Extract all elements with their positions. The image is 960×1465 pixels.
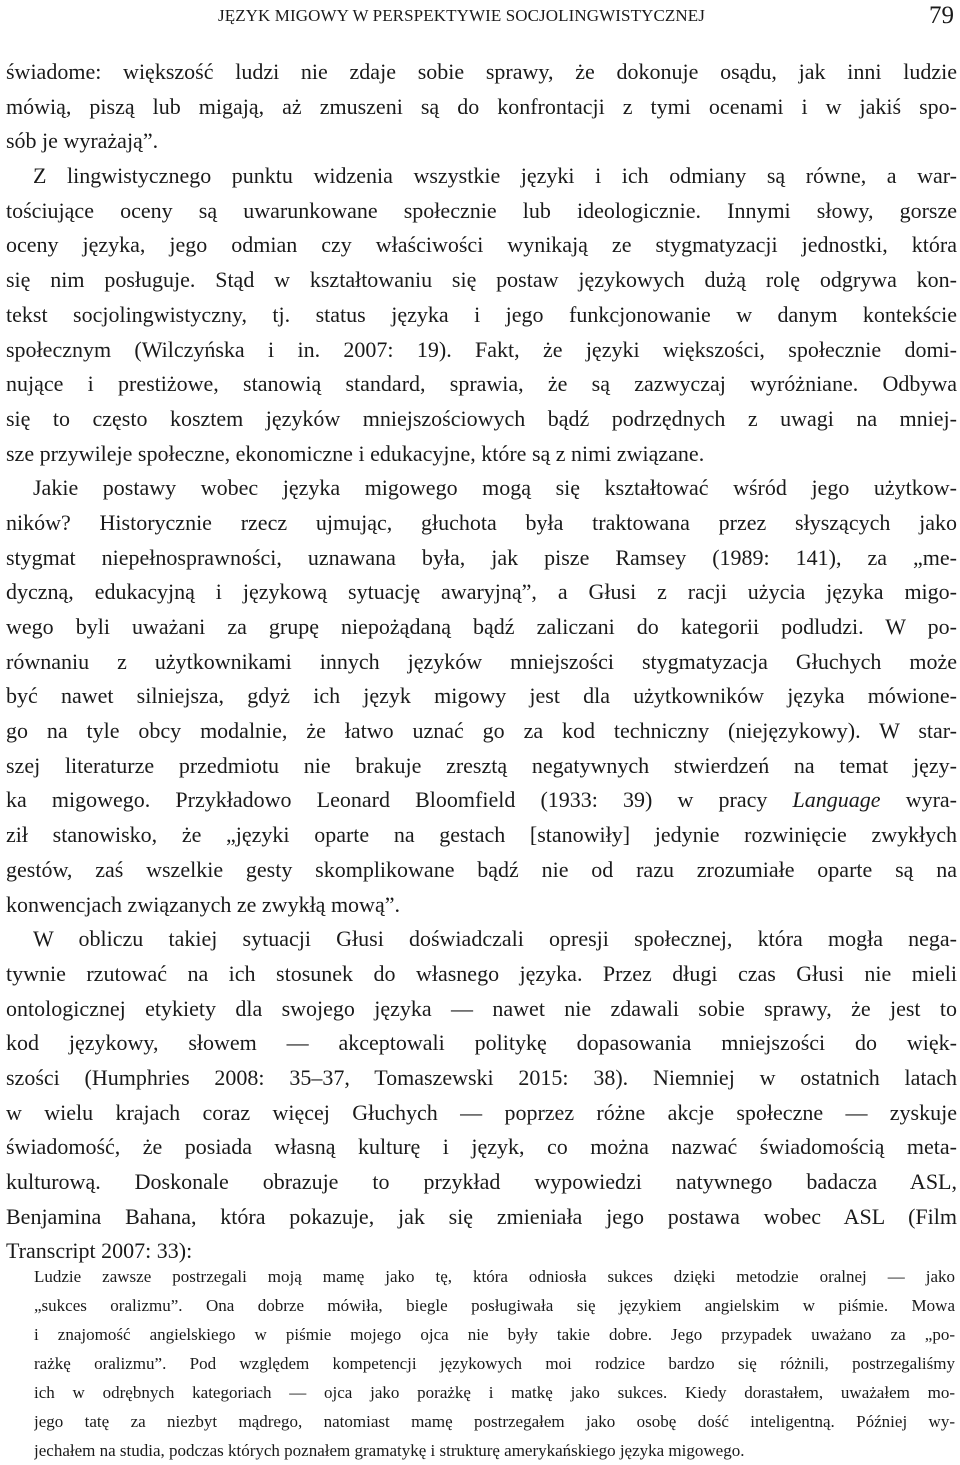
- text-line: szej literaturze przedmiotu nie brakuje zresztą negatywnych stwierdzeń na temat języ-: [6, 752, 957, 778]
- text-line: w wielu krajach coraz więcej Głuchych — poprzez różne akcje społeczne — zyskuje: [6, 1099, 957, 1125]
- text-line: gestów, zaś wszelkie gesty skomplikowane bądź nie od razu zrozumiałe oparte są na: [6, 856, 957, 882]
- body-text: [6, 55, 957, 1269]
- text-line: kulturową. Doskonale obrazuje to przykład wypowiedzi natywnego badacza ASL,: [6, 1169, 957, 1194]
- block-quote: [34, 1262, 955, 1465]
- quote-line: ich w odrębnych kategoriach — ojca jako porażkę i matkę jako sukces. Kiedy dorastałem, uważałem mo-: [34, 1383, 955, 1402]
- text-segment: wyra-: [880, 787, 957, 813]
- text-line: się nim posługuje. Stąd w kształtowaniu się postaw językowych dużą rolę odgrywa kon-: [6, 267, 957, 293]
- running-title: JĘZYK MIGOWY W PERSPEKTYWIE SOCJOLINGWISTYCZNEJ: [218, 6, 705, 25]
- text-line: stygmat niepełnosprawności, uznawana była, jak pisze Ramsey (1989: 141), za „me-: [6, 544, 957, 570]
- text-line: nujące i prestiżowe, stanowią standard, sprawia, że są zazwyczaj wyróżniane. Odbywa: [6, 371, 957, 397]
- text-line: tościujące oceny są uwarunkowane społecznie lub ideologicznie. Innymi słowy, gorsze: [6, 197, 957, 223]
- text-line: wego byli uważani za grupę niepożądaną bądź zaliczani do kategorii podludzi. W po-: [6, 614, 957, 639]
- running-head: [0, 2, 960, 30]
- text-line: się to często kosztem języków mniejszościowych bądź podrzędnych z uwagi na mniej-: [6, 405, 957, 431]
- text-line: oceny języka, jego odmian czy właściwości wynikają ze stygmatyzacji jednostki, która: [6, 232, 957, 258]
- text-line: świadome: większość ludzi nie zdaje sobie sprawy, że dokonuje osądu, jak inni ludzie: [6, 59, 957, 84]
- quote-line: i znajomość angielskiego w piśmie mojego ojca nie były takie dobre. Jego przypadek uważano za „po-: [34, 1325, 955, 1344]
- text-line: kod językowy, słowem — akceptowali politykę dopasowania mniejszości do więk-: [6, 1030, 957, 1056]
- text-line: mówią, piszą lub migają, aż zmuszeni są do konfrontacji z tymi ocenami i w jakiś spo-: [6, 93, 957, 119]
- text-line: Benjamina Bahana, która pokazuje, jak się zmieniała jego postawa wobec ASL (Film: [6, 1203, 957, 1229]
- text-line: Z lingwistycznego punktu widzenia wszystkie języki i ich odmiany są równe, a war-: [33, 163, 957, 189]
- text-line: Transcript 2007: 33):: [6, 1238, 193, 1264]
- text-line: konwencjach związanych ze zwykłą mową”.: [6, 891, 400, 917]
- text-line: sze przywileje społeczne, ekonomiczne i edukacyjne, które są z nimi związane.: [6, 440, 705, 466]
- text-line: społecznym (Wilczyńska i in. 2007: 19). Fakt, że języki większości, społecznie domi-: [6, 336, 957, 362]
- quote-line: jego tatę za niezbyt mądrego, natomiast mamę postrzegałem jako osobę dość inteligentną. Później wy-: [34, 1412, 955, 1431]
- text-line: tywnie rzutować na ich stosunek do własnego języka. Przez długi czas Głusi nie mieli: [6, 960, 957, 986]
- text-line: ził stanowisko, że „języki oparte na gestach [stanowiły] jedynie rozwinięcie zwykłych: [6, 822, 957, 848]
- quote-line: rażkę oralizmu”. Pod względem kompetencji językowych moi rodzice bardzo się różnili, postrzegaliśmy: [34, 1354, 955, 1373]
- text-line: świadomość, że posiada własną kulturę i język, co można nazwać świadomością meta-: [6, 1134, 957, 1160]
- text-line-with-italic: [6, 783, 957, 818]
- text-line: być nawet silniejsza, gdyż ich język migowy jest dla użytkowników języka mówione-: [6, 683, 957, 709]
- text-line: dyczną, edukacyjną i językową sytuację awaryjną”, a Głusi z racji użycia języka migo-: [6, 579, 957, 605]
- text-segment: ka migowego. Przykładowo Leonard Bloomfield (1933: 39) w pracy: [6, 787, 793, 813]
- text-line: ników? Historycznie rzecz ujmując, głuchota była traktowana przez słyszących jako: [6, 509, 957, 535]
- page-number: 79: [929, 2, 954, 29]
- quote-line: jechałem na studia, podczas których poznałem gramatykę i strukturę amerykańskiego języka migowego.: [34, 1441, 745, 1460]
- text-line: Jakie postawy wobec języka migowego mogą się kształtować wśród jego użytkow-: [33, 475, 957, 501]
- text-line: szości (Humphries 2008: 35–37, Tomaszewski 2015: 38). Niemniej w ostatnich latach: [6, 1064, 957, 1090]
- text-line: W obliczu takiej sytuacji Głusi doświadczali opresji społecznej, która mogła nega-: [33, 926, 957, 952]
- text-line: go na tyle obcy modalnie, że łatwo uznać go za kod techniczny (niejęzykowy). W star-: [6, 718, 957, 744]
- quote-line: Ludzie zawsze postrzegali moją mamę jako tę, która odniosła sukces dzięki metodzie oralnej — jako: [34, 1267, 955, 1286]
- quote-line: „sukces oralizmu”. Ona dobrze mówiła, biegle posługiwała się językiem angielskim w piśmie. Mowa: [34, 1296, 955, 1315]
- book-title: Language: [792, 787, 881, 813]
- text-line: sób je wyrażają”.: [6, 128, 159, 154]
- text-line: ontologicznej etykiety dla swojego języka — nawet nie zdawali sobie sprawy, że jest to: [6, 995, 957, 1021]
- text-line: tekst socjolingwistyczny, tj. status języka i jego funkcjonowanie w danym kontekście: [6, 301, 957, 327]
- text-line: równaniu z użytkownikami innych języków mniejszości stygmatyzacja Głuchych może: [6, 648, 957, 674]
